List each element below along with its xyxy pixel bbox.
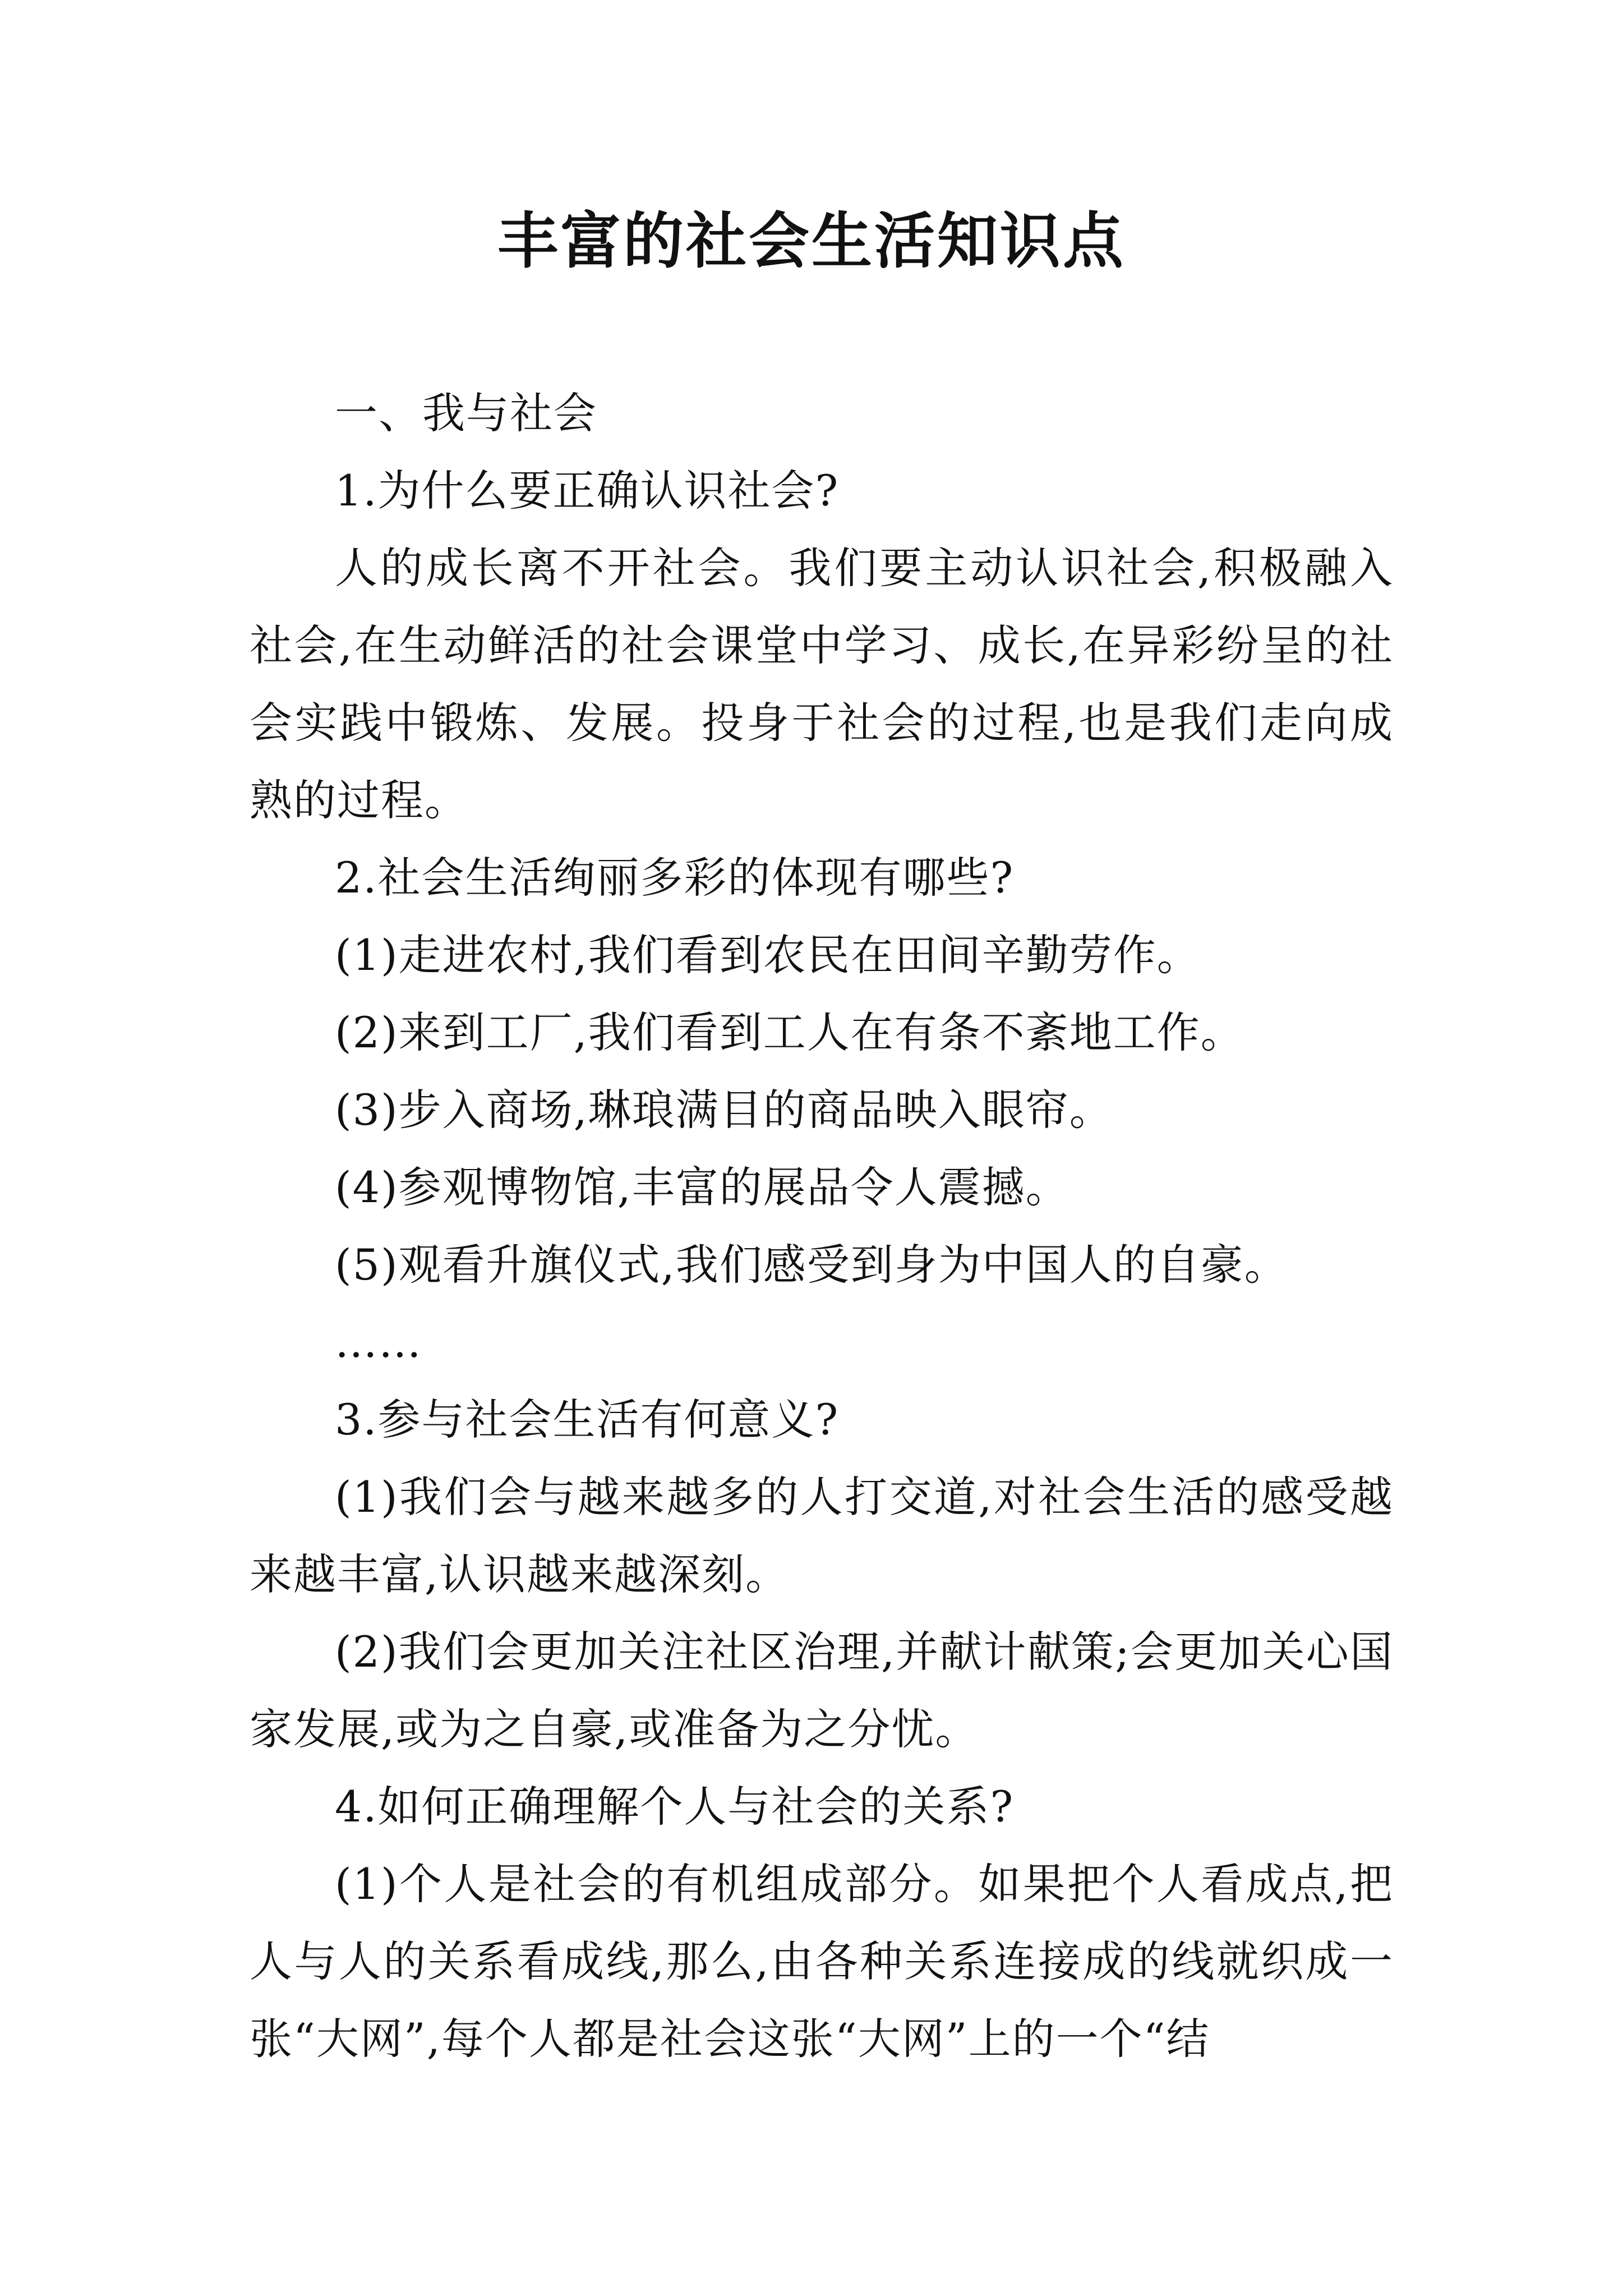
question-heading: 1.为什么要正确认识社会? — [335, 466, 840, 516]
ellipsis-line: …… — [335, 1317, 422, 1367]
question-heading: 2.社会生活绚丽多彩的体现有哪些? — [335, 853, 1015, 903]
list-item: (5)观看升旗仪式,我们感受到身为中国人的自豪。 — [335, 1240, 1288, 1290]
question-heading: 4.如何正确理解个人与社会的关系? — [335, 1782, 1015, 1832]
list-item: (1)走进农村,我们看到农民在田间辛勤劳作。 — [335, 930, 1201, 980]
question-heading: 3.参与社会生活有何意义? — [335, 1395, 840, 1444]
section-heading: 一、我与社会 — [335, 388, 597, 438]
list-item: (1)个人是社会的有机组成部分。如果把个人看成点,把人与人的关系看成线,那么,由各种关系连接成的线就织成一张“大网”,每个人都是社会这张“大网”上的一个“结 — [250, 1859, 1394, 2064]
list-item: (2)来到工厂,我们看到工人在有条不紊地工作。 — [335, 1007, 1244, 1057]
paragraph: 人的成长离不开社会。我们要主动认识社会,积极融入社会,在生动鲜活的社会课堂中学习、成长,在异彩纷呈的社会实践中锻炼、发展。投身于社会的过程,也是我们走向成熟的过程。 — [250, 543, 1394, 825]
list-item: (2)我们会更加关注社区治理,并献计献策;会更加关心国家发展,或为之自豪,或准备为之分忧。 — [250, 1627, 1394, 1754]
list-item: (1)我们会与越来越多的人打交道,对社会生活的感受越来越丰富,认识越来越深刻。 — [250, 1472, 1394, 1599]
list-item: (3)步入商场,琳琅满目的商品映入眼帘。 — [335, 1085, 1113, 1135]
list-item: (4)参观博物馆,丰富的展品令人震撼。 — [335, 1162, 1069, 1212]
document-body — [250, 375, 1394, 2078]
document-title: 丰富的社会生活知识点 — [497, 206, 1126, 277]
